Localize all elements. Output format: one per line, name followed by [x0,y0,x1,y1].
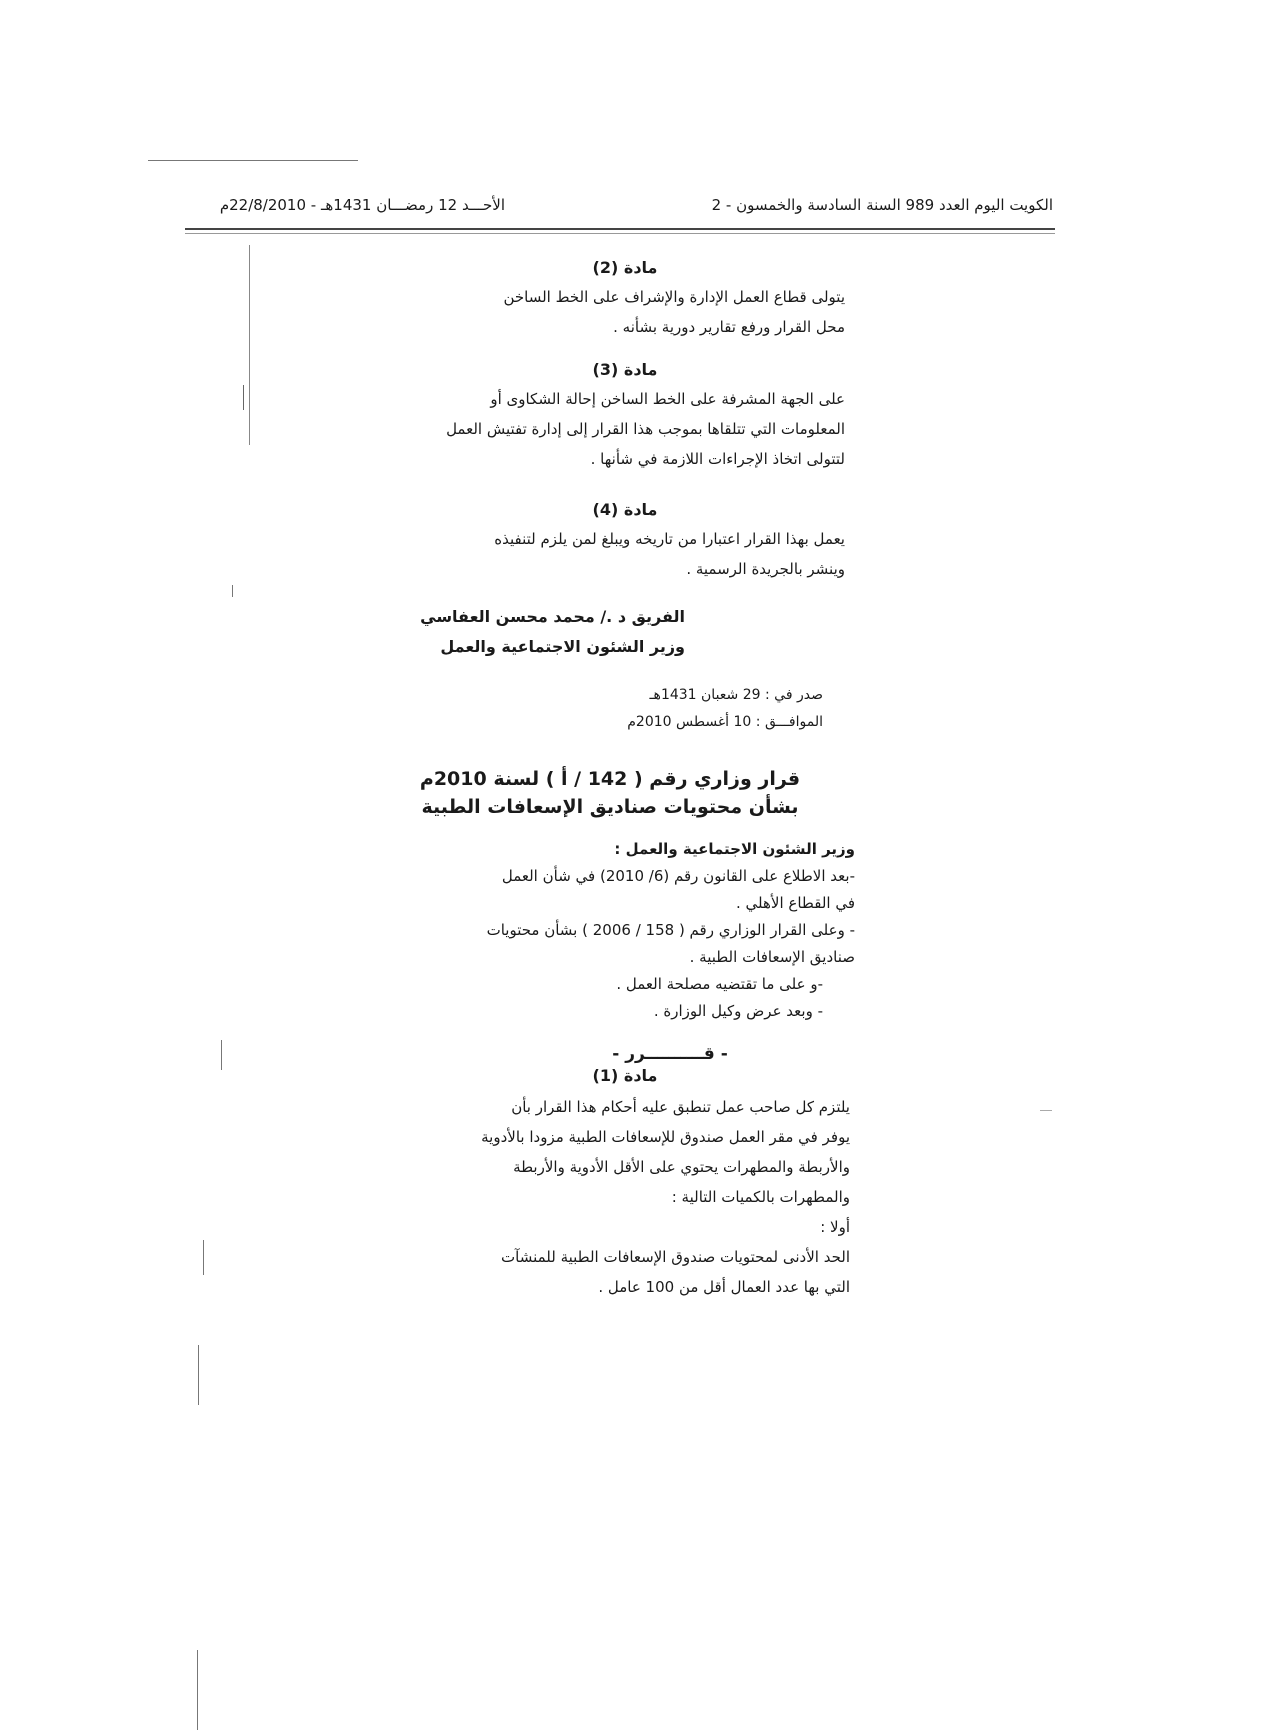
preamble-heading: وزير الشئون الاجتماعية والعمل : [614,840,855,858]
article-title: مادة (2) [592,258,658,277]
issued-hijri: صدر في : 29 شعبان 1431هـ [649,687,823,703]
preamble-item: -و على ما تقتضيه مصلحة العمل . [616,975,823,993]
signature-block [385,602,685,662]
preamble-item-cont: صناديق الإسعافات الطبية . [689,948,855,966]
issue-date-block [623,682,823,736]
article-1 [400,1066,850,1302]
decision-number: قرار وزاري رقم ( 142 / أ ) لسنة 2010م [419,768,801,790]
margin-line [249,245,250,445]
article-line: يعمل بهذا القرار اعتبارا من تاريخه ويبلغ لمن يلزم لتنفيذه [494,530,845,548]
article-line: وينشر بالجريدة الرسمية . [686,560,845,578]
article-title: مادة (4) [592,500,658,519]
article-title: مادة (1) [592,1066,658,1085]
header-rule-thin [185,233,1055,234]
article-line: لتتولى اتخاذ الإجراءات اللازمة في شأنها . [590,450,845,468]
article-line: الحد الأدنى لمحتويات صندوق الإسعافات الطبية للمنشآت [501,1248,850,1266]
decision-title [400,765,820,821]
article-2 [405,258,845,342]
article-3 [405,360,845,474]
margin-mark-2 [232,585,233,597]
article-line: يلتزم كل صاحب عمل تنطبق عليه أحكام هذا القرار بأن [511,1098,850,1116]
margin-mark-1 [243,385,244,410]
preamble-item: -بعد الاطلاع على القانون رقم (6/ 2010) في شأن العمل [501,867,855,885]
header-issue-info: الكويت اليوم العدد 989 السنة السادسة والخمسون - 2 [711,196,1053,214]
article-line: والأربطة والمطهرات يحتوي على الأقل الأدوية والأربطة [513,1158,850,1176]
preamble-item: - وعلى القرار الوزاري رقم ( 158 / 2006 ) بشأن محتويات [486,921,855,939]
right-margin-mark [1040,1110,1052,1111]
decision-subject: بشأن محتويات صناديق الإسعافات الطبية [421,796,799,818]
article-4 [405,500,845,584]
article-line: يتولى قطاع العمل الإدارة والإشراف على الخط الساخن [503,288,845,306]
margin-mark-6 [197,1650,198,1730]
article-line: يوفر في مقر العمل صندوق للإسعافات الطبية مزودا بالأدوية [481,1128,850,1146]
article-line: أولا : [820,1218,850,1236]
signatory-name: الفريق د ./ محمد محسن العفاسي [420,607,685,626]
preamble-item: - وبعد عرض وكيل الوزارة . [653,1002,823,1020]
signatory-title: وزير الشئون الاجتماعية والعمل [440,637,685,656]
header-rule [185,228,1055,230]
issued-gregorian: الموافـــق : 10 أغسطس 2010م [627,714,823,730]
article-title: مادة (3) [592,360,658,379]
article-line: التي بها عدد العمال أقل من 100 عامل . [598,1278,850,1296]
preamble-item-cont: في القطاع الأهلي . [736,894,855,912]
article-line: والمطهرات بالكميات التالية : [671,1188,850,1206]
article-line: على الجهة المشرفة على الخط الساخن إحالة الشكاوى أو [490,390,845,408]
margin-mark-5 [198,1345,199,1405]
preamble [405,836,855,1025]
margin-mark-4 [203,1240,204,1275]
article-line: محل القرار ورفع تقارير دورية بشأنه . [613,318,845,336]
header-date: الأحـــد 12 رمضـــان 1431هـ - 22/8/2010م [219,196,505,214]
decided-heading: - قــــــــــرر - [612,1044,728,1064]
scan-mark-top [148,160,358,161]
margin-mark-3 [221,1040,222,1070]
article-line: المعلومات التي تتلقاها بموجب هذا القرار إلى إدارة تفتيش العمل [446,420,845,438]
